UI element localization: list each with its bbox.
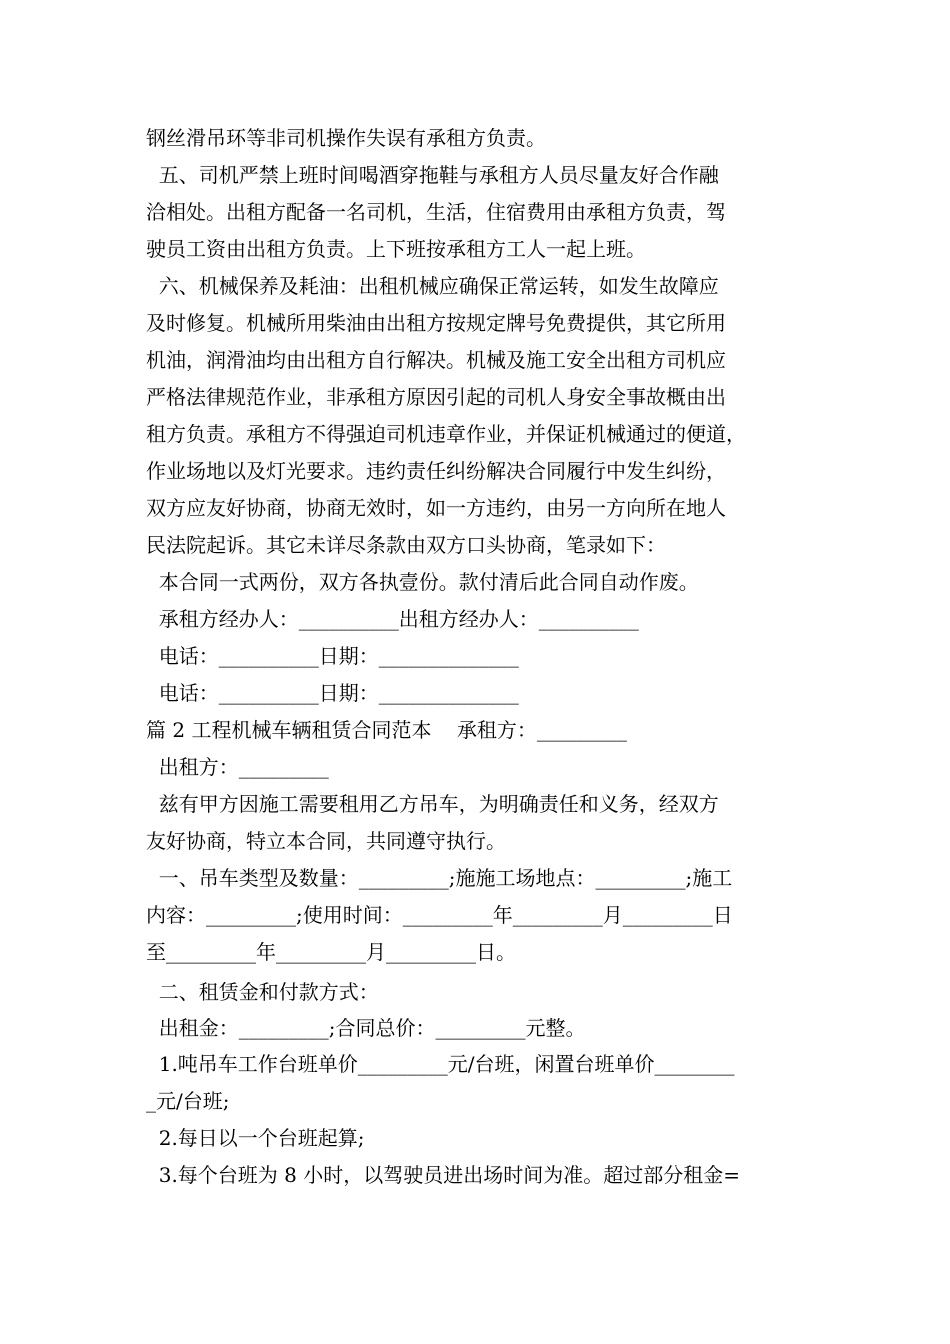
text-line-26: 1.吨吊车工作台班单价_________元/台班，闲置台班单价________ — [146, 1052, 735, 1076]
text-line-19: 兹有甲方因施工需要租用乙方吊车，为明确责任和义务，经双方 — [146, 792, 719, 816]
text-line-12: 民法院起诉。其它未详尽条款由双方口头协商，笔录如下： — [146, 533, 666, 557]
text-line-3: 洽相处。出租方配备一名司机，生活，住宿费用由承租方负责，驾 — [146, 200, 726, 224]
text-line-11: 双方应友好协商，协商无效时，如一方违约，由另一方向所在地人 — [146, 496, 726, 520]
text-line-25: 出租金：_________;合同总价：_________元整。 — [146, 1016, 586, 1040]
text-line-16: 电话：__________日期：______________ — [146, 681, 519, 705]
text-line-1: 钢丝滑吊环等非司机操作失误有承租方负责。 — [146, 126, 546, 150]
text-line-10: 作业场地以及灯光要求。违约责任纠纷解决合同履行中发生纠纷， — [146, 459, 726, 483]
text-line-23: 至_________年_________月_________日。 — [146, 940, 516, 964]
text-line-2: 五、司机严禁上班时间喝酒穿拖鞋与承租方人员尽量友好合作融 — [146, 163, 719, 187]
text-line-24: 二、租赁金和付款方式： — [146, 980, 379, 1004]
text-line-28: 2.每日以一个台班起算; — [146, 1126, 365, 1150]
text-line-13: 本合同一式两份，双方各执壹份。款付清后此合同自动作废。 — [146, 570, 699, 594]
text-line-22: 内容：_________;使用时间：_________年_________月_________日 — [146, 903, 733, 927]
text-line-4: 驶员工资由出租方负责。上下班按承租方工人一起上班。 — [146, 237, 646, 261]
text-line-27: _元/台班; — [146, 1089, 230, 1113]
text-line-18: 出租方：_________ — [146, 755, 329, 779]
text-line-14: 承租方经办人：__________出租方经办人：__________ — [146, 607, 639, 631]
text-line-21: 一、吊车类型及数量：_________;施施工场地点：_________;施工 — [146, 866, 733, 890]
text-line-5: 六、机械保养及耗油：出租机械应确保正常运转，如发生故障应 — [146, 274, 719, 298]
text-line-7: 机油，润滑油均由出租方自行解决。机械及施工安全出租方司机应 — [146, 348, 726, 372]
text-line-20: 友好协商，特立本合同，共同遵守执行。 — [146, 829, 506, 853]
text-line-6: 及时修复。机械所用柴油由出租方按规定牌号免费提供，其它所用 — [146, 311, 726, 335]
text-line-15: 电话：__________日期：______________ — [146, 644, 519, 668]
text-line-8: 严格法律规范作业，非承租方原因引起的司机人身安全事故概由出 — [146, 385, 726, 409]
text-line-17: 篇 2 工程机械车辆租赁合同范本 承租方：_________ — [146, 718, 627, 742]
text-line-29: 3.每个台班为 8 小时，以驾驶员进出场时间为准。超过部分租金= — [146, 1163, 740, 1187]
text-line-9: 租方负责。承租方不得强迫司机违章作业，并保证机械通过的便道， — [146, 422, 746, 446]
